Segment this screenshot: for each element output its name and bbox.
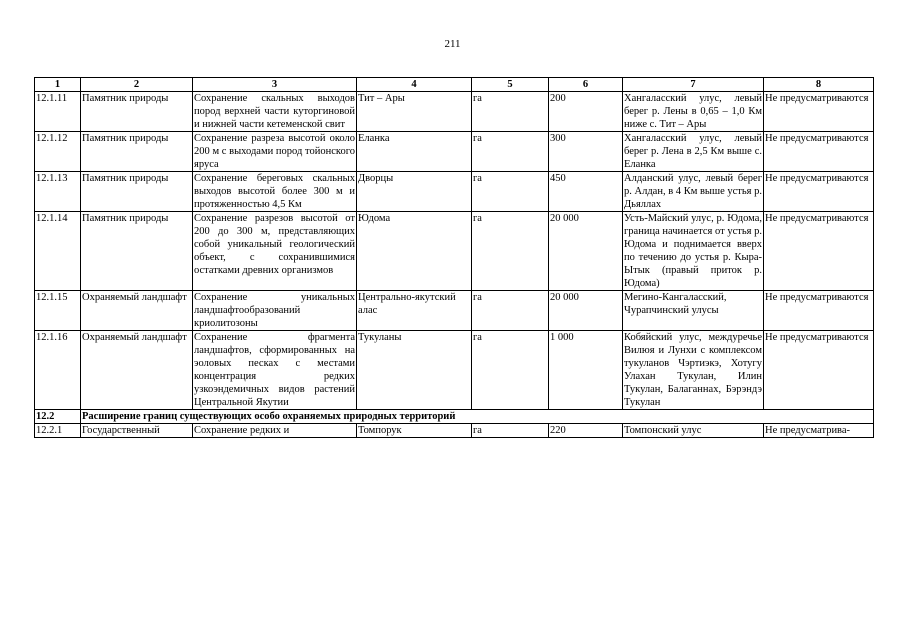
row-type: Памятник природы	[81, 92, 193, 132]
row-unit: га	[472, 212, 549, 291]
column-header: 7	[623, 78, 764, 92]
row-id: 12.1.12	[35, 132, 81, 172]
row-description: Сохранение уникальных ландшафтообразований криолитозоны	[194, 292, 355, 329]
table-row	[35, 291, 874, 331]
row-id: 12.2.1	[35, 424, 81, 438]
row-unit: га	[472, 331, 549, 410]
row-area: 450	[549, 172, 623, 212]
row-unit: га	[472, 172, 549, 212]
row-type: Охраняемый ландшафт	[81, 291, 193, 331]
row-unit: га	[472, 92, 549, 132]
protected-areas-table	[34, 77, 874, 438]
row-location: Хангаласский улус, левый берег р. Лена в 2,5 Км выше с. Еланка	[624, 133, 762, 170]
row-note: Не предусматриваются	[764, 212, 874, 291]
row-location: Алданский улус, левый берег р. Алдан, в 4 Км выше устья р. Дьяллах	[624, 173, 762, 210]
row-type: Государственный	[81, 424, 193, 438]
column-header: 5	[472, 78, 549, 92]
column-header: 6	[549, 78, 623, 92]
row-location: Томпонский улус	[623, 424, 764, 438]
column-header: 8	[764, 78, 874, 92]
row-note: Не предусматриваются	[764, 291, 874, 331]
row-area: 200	[549, 92, 623, 132]
section-id: 12.2	[35, 410, 81, 424]
row-type: Охраняемый ландшафт	[81, 331, 193, 410]
table-row	[35, 212, 874, 291]
row-unit: га	[472, 424, 549, 438]
table-row	[35, 331, 874, 410]
row-area: 20 000	[549, 291, 623, 331]
row-note: Не предусматриваются	[764, 92, 874, 132]
row-description: Сохранение скальных выходов пород верхней части куторгиновой и нижней части кетеменской свит	[194, 93, 355, 130]
row-description: Сохранение разреза высотой около 200 м с выходами пород тойонского яруса	[194, 133, 355, 170]
row-description: Сохранение редких и	[193, 424, 357, 438]
row-name: Еланка	[357, 132, 472, 172]
row-note: Не предусматриваются	[764, 132, 874, 172]
row-area: 1 000	[549, 331, 623, 410]
row-note: Не предусматриваются	[764, 172, 874, 212]
row-description: Сохранение береговых скальных выходов высотой более 300 м и протяженностью 4,5 Км	[194, 173, 355, 210]
column-header: 3	[193, 78, 357, 92]
row-name: Томпорук	[357, 424, 472, 438]
row-name: Центрально-якутский алас	[357, 291, 472, 331]
header-row	[35, 78, 874, 92]
column-header: 4	[357, 78, 472, 92]
row-location: Хангаласский улус, левый берег р. Лены в 0,65 – 1,0 Км ниже с. Тит – Ары	[624, 93, 762, 130]
row-location: Кобяйский улус, междуречье Вилюя и Лунхи с комплексом тукуланов Чэртиэкэ, Хотугу Улахан Тукулан, Илин Тукулан, Балаганнах, Бэрэндэ Тукулан	[624, 332, 762, 408]
row-name: Юдома	[357, 212, 472, 291]
table-row	[35, 132, 874, 172]
row-area: 300	[549, 132, 623, 172]
row-id: 12.1.15	[35, 291, 81, 331]
table-row	[35, 424, 874, 438]
row-area: 20 000	[549, 212, 623, 291]
row-description: Сохранение разрезов высотой от 200 до 300 м, представляющих собой уникальный геологический объект, с сохранившимися остатками древних организмов	[193, 212, 357, 291]
row-name: Тукуланы	[357, 331, 472, 410]
row-area: 220	[549, 424, 623, 438]
row-unit: га	[472, 132, 549, 172]
section-title: Расширение границ существующих особо охраняемых природных территорий	[81, 410, 874, 424]
row-location: Усть-Майский улус, р. Юдома, граница начинается от устья р. Юдома и поднимается вверх по течению до устья р. Кыра-Ытык (правый приток р. Юдома)	[624, 213, 762, 289]
table-row	[35, 92, 874, 132]
column-header: 1	[35, 78, 81, 92]
page-number: 211	[444, 38, 461, 50]
row-id: 12.1.13	[35, 172, 81, 212]
row-type: Памятник природы	[81, 212, 193, 291]
row-name: Дворцы	[357, 172, 472, 212]
row-id: 12.1.16	[35, 331, 81, 410]
row-note: Не предусматриваются	[764, 331, 874, 410]
row-type: Памятник природы	[81, 172, 193, 212]
row-location: Мегино-Кангаласский, Чурапчинский улусы	[623, 291, 764, 331]
row-description: Сохранение фрагмента ландшафтов, сформированных на эоловых песках с местами концентрация редких узкоэндемичных видов растений Центральной Якутии	[194, 332, 355, 408]
row-unit: га	[472, 291, 549, 331]
table-row	[35, 172, 874, 212]
row-id: 12.1.11	[35, 92, 81, 132]
row-type: Памятник природы	[81, 132, 193, 172]
row-id: 12.1.14	[35, 212, 81, 291]
column-header: 2	[81, 78, 193, 92]
section-row	[35, 410, 874, 424]
row-name: Тит – Ары	[357, 92, 472, 132]
row-note: Не предусматрива-	[764, 424, 874, 438]
